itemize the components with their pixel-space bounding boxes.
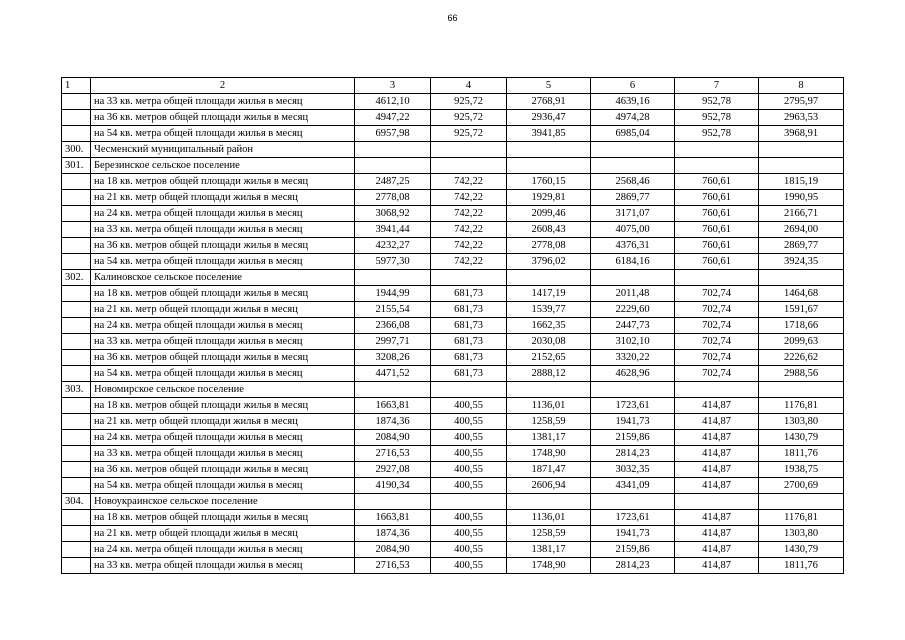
value-cell [355,158,431,174]
value-cell: 6957,98 [355,126,431,142]
value-cell: 414,87 [675,510,759,526]
row-name-cell: на 33 кв. метра общей площади жилья в месяц [91,334,355,350]
value-cell [431,494,507,510]
value-cell: 1662,35 [507,318,591,334]
value-cell: 1539,77 [507,302,591,318]
row-name-cell: на 54 кв. метра общей площади жилья в месяц [91,366,355,382]
value-cell: 2226,62 [759,350,844,366]
value-cell: 2936,47 [507,110,591,126]
value-cell: 760,61 [675,190,759,206]
row-name-cell: на 18 кв. метров общей площади жилья в месяц [91,510,355,526]
value-cell [591,270,675,286]
value-cell [675,142,759,158]
value-cell: 2166,71 [759,206,844,222]
value-cell: 2152,65 [507,350,591,366]
value-cell: 925,72 [431,94,507,110]
value-cell: 1748,90 [507,446,591,462]
value-cell: 2795,97 [759,94,844,110]
table-row [62,430,844,446]
row-number-cell [62,174,91,190]
row-name-cell: на 21 кв. метр общей площади жилья в месяц [91,302,355,318]
value-cell: 1938,75 [759,462,844,478]
row-name-cell: на 24 кв. метра общей площади жилья в месяц [91,206,355,222]
value-cell: 2997,71 [355,334,431,350]
value-cell: 1176,81 [759,398,844,414]
row-name-cell: на 21 кв. метр общей площади жилья в месяц [91,414,355,430]
value-cell: 681,73 [431,286,507,302]
row-number-cell [62,478,91,494]
value-cell [759,270,844,286]
row-name-cell: на 54 кв. метра общей площади жилья в месяц [91,254,355,270]
value-cell: 414,87 [675,414,759,430]
row-number-cell: 304. [62,494,91,510]
row-name-cell: на 36 кв. метров общей площади жилья в месяц [91,350,355,366]
page-number: 66 [447,13,458,23]
row-number-cell: 300. [62,142,91,158]
table-row [62,286,844,302]
value-cell: 6985,04 [591,126,675,142]
value-cell: 2927,08 [355,462,431,478]
value-cell: 2768,91 [507,94,591,110]
value-cell: 2869,77 [759,238,844,254]
value-cell: 2778,08 [355,190,431,206]
value-cell: 3102,10 [591,334,675,350]
value-cell: 925,72 [431,126,507,142]
value-cell: 2099,63 [759,334,844,350]
row-number-cell [62,526,91,542]
row-number-cell [62,254,91,270]
value-cell: 952,78 [675,110,759,126]
value-cell: 2814,23 [591,558,675,574]
value-cell: 1303,80 [759,526,844,542]
value-cell: 3208,26 [355,350,431,366]
value-cell: 3941,44 [355,222,431,238]
value-cell: 2159,86 [591,542,675,558]
value-cell: 1990,95 [759,190,844,206]
table-row [62,510,844,526]
value-cell: 2963,53 [759,110,844,126]
value-cell: 1723,61 [591,398,675,414]
value-cell: 2030,08 [507,334,591,350]
row-name-cell: Новоукраинское сельское поселение [91,494,355,510]
row-number-cell [62,398,91,414]
value-cell: 1430,79 [759,430,844,446]
value-cell [591,158,675,174]
value-cell: 2694,00 [759,222,844,238]
value-cell: 4232,27 [355,238,431,254]
value-cell: 1815,19 [759,174,844,190]
table-row [62,526,844,542]
value-cell: 3068,92 [355,206,431,222]
value-cell: 6184,16 [591,254,675,270]
row-name-cell: на 36 кв. метров общей площади жилья в месяц [91,238,355,254]
row-number-cell [62,414,91,430]
tariff-table [61,77,844,574]
row-number-cell [62,110,91,126]
value-cell: 1176,81 [759,510,844,526]
value-cell: 2606,94 [507,478,591,494]
value-cell: 2011,48 [591,286,675,302]
row-number-cell: 302. [62,270,91,286]
value-cell: 1723,61 [591,510,675,526]
row-number-cell [62,510,91,526]
table-row [62,318,844,334]
value-cell: 1417,19 [507,286,591,302]
value-cell: 742,22 [431,222,507,238]
value-cell: 2888,12 [507,366,591,382]
value-cell: 400,55 [431,542,507,558]
table-row [62,142,844,158]
value-cell: 414,87 [675,398,759,414]
value-cell: 4190,34 [355,478,431,494]
value-cell: 3941,85 [507,126,591,142]
value-cell: 925,72 [431,110,507,126]
value-cell: 4471,52 [355,366,431,382]
value-cell [675,382,759,398]
value-cell: 414,87 [675,542,759,558]
value-cell: 2568,46 [591,174,675,190]
value-cell: 1718,66 [759,318,844,334]
value-cell [507,142,591,158]
value-cell: 702,74 [675,302,759,318]
value-cell: 1811,76 [759,446,844,462]
value-cell: 952,78 [675,126,759,142]
value-cell: 1381,17 [507,430,591,446]
row-number-cell [62,366,91,382]
value-cell [675,158,759,174]
value-cell: 400,55 [431,414,507,430]
row-number-cell [62,430,91,446]
value-cell [431,158,507,174]
column-number-cell: 4 [431,78,507,94]
value-cell [355,270,431,286]
value-cell: 1136,01 [507,398,591,414]
value-cell: 414,87 [675,558,759,574]
row-name-cell: на 33 кв. метра общей площади жилья в месяц [91,94,355,110]
value-cell: 1874,36 [355,526,431,542]
table-row [62,190,844,206]
value-cell: 414,87 [675,478,759,494]
row-name-cell: на 18 кв. метров общей площади жилья в месяц [91,286,355,302]
value-cell: 4974,28 [591,110,675,126]
table-row [62,462,844,478]
value-cell: 3171,07 [591,206,675,222]
column-number-cell: 7 [675,78,759,94]
value-cell: 2608,43 [507,222,591,238]
value-cell: 742,22 [431,174,507,190]
row-number-cell [62,206,91,222]
value-cell: 1591,67 [759,302,844,318]
table-row [62,270,844,286]
value-cell: 2159,86 [591,430,675,446]
table-row [62,174,844,190]
table-row [62,126,844,142]
column-number-cell: 2 [91,78,355,94]
row-name-cell: на 21 кв. метр общей площади жилья в месяц [91,526,355,542]
row-name-cell: Новомирское сельское поселение [91,382,355,398]
table-row [62,446,844,462]
value-cell: 3968,91 [759,126,844,142]
value-cell: 2716,53 [355,446,431,462]
value-cell: 2084,90 [355,542,431,558]
value-cell: 760,61 [675,222,759,238]
value-cell: 1811,76 [759,558,844,574]
value-cell: 2229,60 [591,302,675,318]
table-row [62,110,844,126]
value-cell: 1258,59 [507,526,591,542]
value-cell: 2084,90 [355,430,431,446]
table-row [62,94,844,110]
value-cell: 742,22 [431,190,507,206]
row-number-cell [62,126,91,142]
value-cell: 681,73 [431,366,507,382]
table-row [62,478,844,494]
row-number-cell [62,462,91,478]
value-cell: 681,73 [431,302,507,318]
value-cell: 414,87 [675,430,759,446]
value-cell: 414,87 [675,462,759,478]
table-row [62,238,844,254]
row-number-cell [62,350,91,366]
value-cell: 400,55 [431,430,507,446]
value-cell: 2778,08 [507,238,591,254]
value-cell: 400,55 [431,510,507,526]
value-cell: 681,73 [431,334,507,350]
row-number-cell [62,334,91,350]
value-cell: 702,74 [675,334,759,350]
row-name-cell: Чесменский муниципальный район [91,142,355,158]
table-row [62,206,844,222]
row-number-cell [62,238,91,254]
value-cell: 4639,16 [591,94,675,110]
row-number-cell [62,542,91,558]
table-row [62,302,844,318]
value-cell: 2700,69 [759,478,844,494]
value-cell: 1136,01 [507,510,591,526]
value-cell: 5977,30 [355,254,431,270]
row-name-cell: на 33 кв. метра общей площади жилья в месяц [91,446,355,462]
value-cell: 4376,31 [591,238,675,254]
table-row [62,398,844,414]
value-cell [355,494,431,510]
row-name-cell: на 24 кв. метра общей площади жилья в месяц [91,542,355,558]
value-cell: 742,22 [431,206,507,222]
value-cell: 681,73 [431,350,507,366]
row-number-cell [62,558,91,574]
row-name-cell: на 36 кв. метров общей площади жилья в месяц [91,110,355,126]
table-row [62,334,844,350]
row-name-cell: на 18 кв. метров общей площади жилья в месяц [91,398,355,414]
row-name-cell: на 33 кв. метра общей площади жилья в месяц [91,558,355,574]
value-cell: 3924,35 [759,254,844,270]
value-cell: 952,78 [675,94,759,110]
value-cell: 4341,09 [591,478,675,494]
row-name-cell: на 54 кв. метра общей площади жилья в месяц [91,478,355,494]
value-cell [591,494,675,510]
value-cell [355,382,431,398]
row-name-cell: Калиновское сельское поселение [91,270,355,286]
value-cell: 4947,22 [355,110,431,126]
row-name-cell: на 24 кв. метра общей площади жилья в месяц [91,430,355,446]
table-row [62,222,844,238]
value-cell: 1760,15 [507,174,591,190]
column-number-cell: 5 [507,78,591,94]
value-cell: 760,61 [675,238,759,254]
table-body [62,78,844,574]
value-cell [431,382,507,398]
value-cell [355,142,431,158]
value-cell [759,158,844,174]
value-cell: 2099,46 [507,206,591,222]
value-cell: 4612,10 [355,94,431,110]
value-cell: 760,61 [675,174,759,190]
value-cell: 702,74 [675,286,759,302]
value-cell: 400,55 [431,558,507,574]
row-name-cell: на 54 кв. метра общей площади жилья в месяц [91,126,355,142]
table-row [62,494,844,510]
value-cell: 1874,36 [355,414,431,430]
value-cell: 681,73 [431,318,507,334]
value-cell: 1941,73 [591,526,675,542]
column-number-cell: 3 [355,78,431,94]
row-number-cell: 303. [62,382,91,398]
value-cell: 1663,81 [355,510,431,526]
value-cell [507,270,591,286]
value-cell [507,382,591,398]
value-cell: 4075,00 [591,222,675,238]
value-cell: 2716,53 [355,558,431,574]
value-cell: 400,55 [431,478,507,494]
value-cell [591,142,675,158]
row-number-cell [62,94,91,110]
value-cell: 1929,81 [507,190,591,206]
value-cell: 702,74 [675,318,759,334]
value-cell: 1748,90 [507,558,591,574]
value-cell: 760,61 [675,206,759,222]
value-cell: 760,61 [675,254,759,270]
value-cell: 1258,59 [507,414,591,430]
value-cell [431,270,507,286]
value-cell: 1871,47 [507,462,591,478]
table-row [62,158,844,174]
row-name-cell: на 24 кв. метра общей площади жилья в месяц [91,318,355,334]
column-number-row [62,78,844,94]
value-cell: 2366,08 [355,318,431,334]
row-name-cell: Березинское сельское поселение [91,158,355,174]
value-cell: 2869,77 [591,190,675,206]
value-cell: 400,55 [431,398,507,414]
value-cell: 400,55 [431,446,507,462]
value-cell: 2487,25 [355,174,431,190]
row-number-cell [62,222,91,238]
row-number-cell [62,286,91,302]
value-cell [431,142,507,158]
table-row [62,382,844,398]
row-name-cell: на 36 кв. метров общей площади жилья в месяц [91,462,355,478]
value-cell: 702,74 [675,350,759,366]
value-cell [507,494,591,510]
value-cell [759,382,844,398]
value-cell: 702,74 [675,366,759,382]
value-cell [675,270,759,286]
value-cell: 2988,56 [759,366,844,382]
value-cell: 2155,54 [355,302,431,318]
value-cell: 1464,68 [759,286,844,302]
value-cell: 2814,23 [591,446,675,462]
value-cell: 1303,80 [759,414,844,430]
row-number-cell [62,446,91,462]
table-row [62,254,844,270]
value-cell: 400,55 [431,526,507,542]
value-cell: 1381,17 [507,542,591,558]
value-cell: 3032,35 [591,462,675,478]
column-number-cell: 8 [759,78,844,94]
row-name-cell: на 18 кв. метров общей площади жилья в месяц [91,174,355,190]
value-cell: 3320,22 [591,350,675,366]
value-cell [675,494,759,510]
row-number-cell: 301. [62,158,91,174]
row-name-cell: на 21 кв. метр общей площади жилья в месяц [91,190,355,206]
value-cell: 3796,02 [507,254,591,270]
value-cell: 742,22 [431,254,507,270]
value-cell [759,142,844,158]
value-cell: 1941,73 [591,414,675,430]
value-cell: 1430,79 [759,542,844,558]
row-number-cell [62,302,91,318]
value-cell: 4628,96 [591,366,675,382]
table-row [62,542,844,558]
value-cell: 414,87 [675,526,759,542]
value-cell: 742,22 [431,238,507,254]
value-cell [759,494,844,510]
value-cell: 400,55 [431,462,507,478]
table-row [62,414,844,430]
table-row [62,558,844,574]
value-cell: 1944,99 [355,286,431,302]
value-cell [591,382,675,398]
table-row [62,366,844,382]
value-cell: 414,87 [675,446,759,462]
value-cell [507,158,591,174]
table-row [62,350,844,366]
column-number-cell: 1 [62,78,91,94]
column-number-cell: 6 [591,78,675,94]
row-number-cell [62,318,91,334]
row-name-cell: на 33 кв. метра общей площади жилья в месяц [91,222,355,238]
value-cell: 2447,73 [591,318,675,334]
row-number-cell [62,190,91,206]
value-cell: 1663,81 [355,398,431,414]
